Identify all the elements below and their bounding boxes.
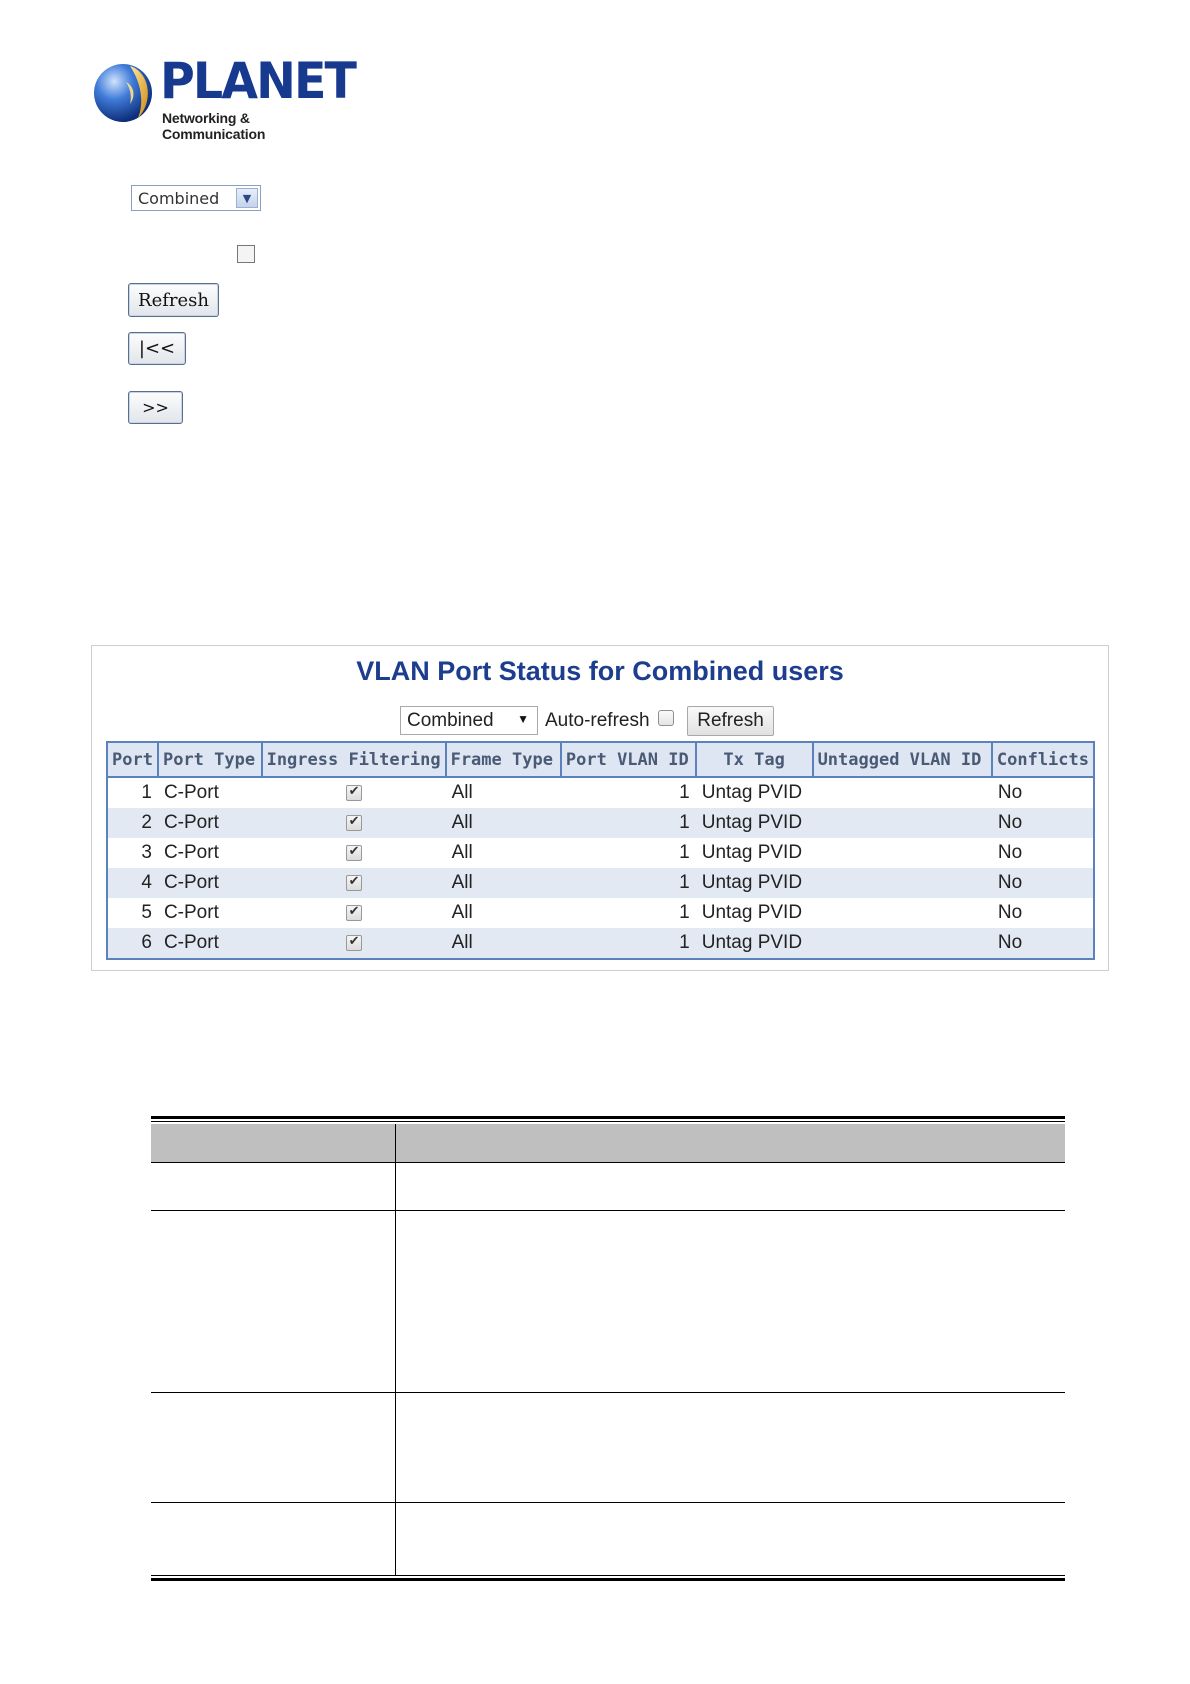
col-ingress-filtering: Ingress Filtering <box>262 742 446 777</box>
cell-port: 3 <box>107 838 158 868</box>
table-header-row <box>107 742 1094 777</box>
cell-tx-tag: Untag PVID <box>696 898 813 928</box>
col-tx-tag: Tx Tag <box>696 742 813 777</box>
cell-ingress-filtering <box>262 777 446 808</box>
auto-refresh-checkbox[interactable] <box>237 245 255 263</box>
cell-port: 1 <box>107 777 158 808</box>
panel-controls <box>92 706 1108 736</box>
planet-logo <box>92 52 356 142</box>
cell-port-type: C-Port <box>158 928 262 959</box>
first-page-button[interactable]: |<< <box>128 332 186 365</box>
cell-conflicts: No <box>992 777 1094 808</box>
brand-name: PLANET <box>160 52 356 110</box>
cell-tx-tag: Untag PVID <box>696 868 813 898</box>
cell-pvid: 1 <box>561 808 696 838</box>
col-port-vlan-id: Port VLAN ID <box>561 742 696 777</box>
row-divider <box>151 1162 1065 1163</box>
cell-conflicts: No <box>992 928 1094 959</box>
cell-conflicts: No <box>992 868 1094 898</box>
next-page-button[interactable]: >> <box>128 391 183 424</box>
ingress-filtering-checkbox[interactable] <box>346 875 362 891</box>
refresh-button[interactable]: Refresh <box>128 283 219 317</box>
cell-frame-type: All <box>446 928 561 959</box>
vlan-port-table <box>106 741 1095 960</box>
col-port: Port <box>107 742 158 777</box>
cell-port-type: C-Port <box>158 838 262 868</box>
row-divider <box>151 1210 1065 1211</box>
table-rule <box>151 1116 1065 1119</box>
cell-frame-type: All <box>446 777 561 808</box>
cell-tx-tag: Untag PVID <box>696 838 813 868</box>
cell-conflicts: No <box>992 838 1094 868</box>
col-port-type: Port Type <box>158 742 262 777</box>
cell-port: 6 <box>107 928 158 959</box>
cell-conflicts: No <box>992 898 1094 928</box>
chevron-down-icon: ▼ <box>236 188 258 208</box>
panel-refresh-button[interactable]: Refresh <box>687 706 774 736</box>
dropdown-arrow-icon: ▼ <box>517 712 529 726</box>
col-untagged-vlan-id: Untagged VLAN ID <box>813 742 992 777</box>
cell-port: 5 <box>107 898 158 928</box>
panel-user-select-value: Combined <box>407 710 494 731</box>
vlan-port-status-panel <box>91 645 1109 971</box>
cell-untagged-vlan-id <box>813 808 992 838</box>
ingress-filtering-checkbox[interactable] <box>346 935 362 951</box>
cell-pvid: 1 <box>561 868 696 898</box>
ingress-filtering-checkbox[interactable] <box>346 905 362 921</box>
cell-ingress-filtering <box>262 808 446 838</box>
panel-user-select[interactable] <box>400 706 538 735</box>
cell-untagged-vlan-id <box>813 868 992 898</box>
row-divider <box>151 1502 1065 1503</box>
cell-untagged-vlan-id <box>813 777 992 808</box>
table-row <box>107 808 1094 838</box>
cell-untagged-vlan-id <box>813 838 992 868</box>
cell-ingress-filtering <box>262 868 446 898</box>
table-row <box>107 928 1094 959</box>
ingress-filtering-checkbox[interactable] <box>346 815 362 831</box>
row-divider <box>151 1392 1065 1393</box>
cell-untagged-vlan-id <box>813 928 992 959</box>
cell-pvid: 1 <box>561 928 696 959</box>
cell-conflicts: No <box>992 808 1094 838</box>
panel-auto-refresh-checkbox[interactable] <box>658 710 674 726</box>
table-rule <box>151 1575 1065 1576</box>
description-table-header <box>151 1124 1065 1162</box>
cell-frame-type: All <box>446 898 561 928</box>
table-row <box>107 868 1094 898</box>
cell-port-type: C-Port <box>158 898 262 928</box>
ingress-filtering-checkbox[interactable] <box>346 845 362 861</box>
table-row <box>107 838 1094 868</box>
cell-frame-type: All <box>446 808 561 838</box>
cell-untagged-vlan-id <box>813 898 992 928</box>
table-row <box>107 777 1094 808</box>
auto-refresh-label: Auto-refresh <box>545 710 650 731</box>
description-table <box>151 1116 1065 1580</box>
cell-pvid: 1 <box>561 777 696 808</box>
cell-ingress-filtering <box>262 898 446 928</box>
cell-port-type: C-Port <box>158 808 262 838</box>
table-row <box>107 898 1094 928</box>
table-body <box>107 777 1094 959</box>
globe-icon <box>92 62 154 124</box>
cell-pvid: 1 <box>561 838 696 868</box>
cell-ingress-filtering <box>262 928 446 959</box>
page-title: VLAN Port Status for Combined users <box>356 656 844 686</box>
cell-port: 2 <box>107 808 158 838</box>
user-select[interactable] <box>131 185 261 211</box>
cell-tx-tag: Untag PVID <box>696 808 813 838</box>
cell-port-type: C-Port <box>158 868 262 898</box>
cell-frame-type: All <box>446 868 561 898</box>
cell-tx-tag: Untag PVID <box>696 777 813 808</box>
column-divider <box>395 1124 396 1576</box>
cell-ingress-filtering <box>262 838 446 868</box>
ingress-filtering-checkbox[interactable] <box>346 785 362 801</box>
cell-tx-tag: Untag PVID <box>696 928 813 959</box>
user-select-value: Combined <box>138 189 220 208</box>
brand-tagline: Networking & Communication <box>162 110 266 142</box>
cell-port-type: C-Port <box>158 777 262 808</box>
cell-pvid: 1 <box>561 898 696 928</box>
table-rule <box>151 1121 1065 1122</box>
cell-frame-type: All <box>446 838 561 868</box>
col-frame-type: Frame Type <box>446 742 561 777</box>
table-rule <box>151 1578 1065 1581</box>
cell-port: 4 <box>107 868 158 898</box>
col-conflicts: Conflicts <box>992 742 1094 777</box>
